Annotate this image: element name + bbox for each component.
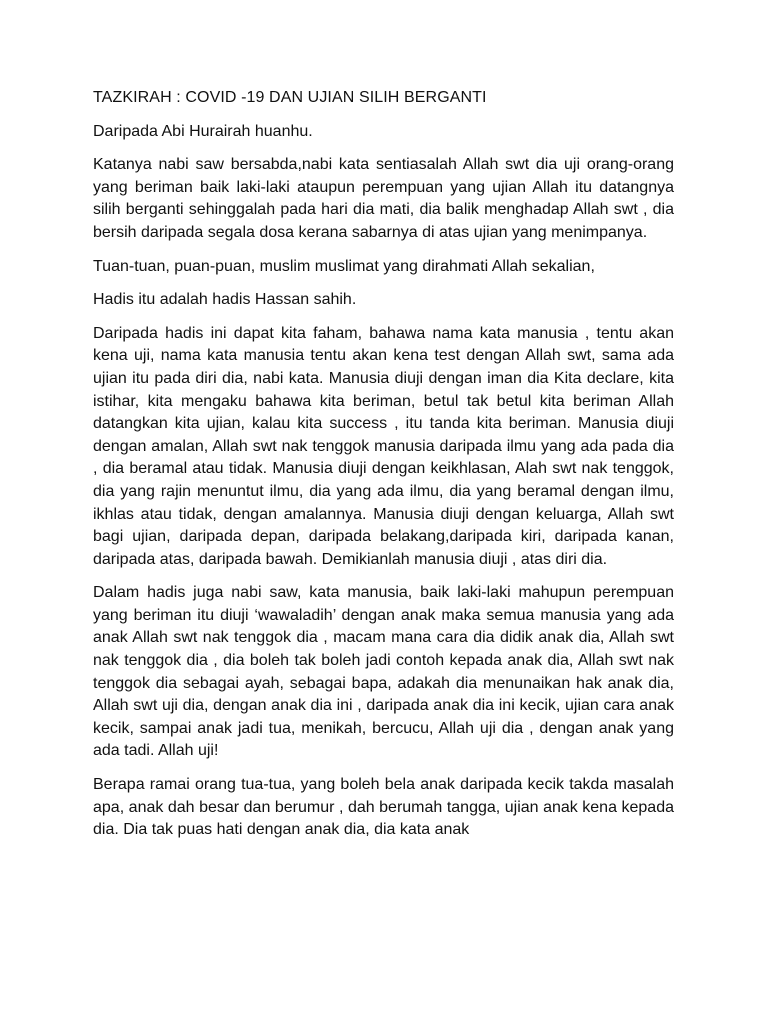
paragraph-elders: Berapa ramai orang tua-tua, yang boleh bela anak daripada kecik takda masalah apa, anak dah besar dan berumur , dah berumah tangga, ujian anak kena kepada dia. Dia tak puas hati dengan anak dia, dia kata anak — [93, 776, 674, 839]
paragraph-hadith: Katanya nabi saw bersabda,nabi kata sentiasalah Allah swt dia uji orang-orang yang beriman baik laki-laki ataupun perempuan yang ujian Allah itu datangnya silih berganti sehinggalah pada hari dia mati, dia balik menghadap Allah swt , dia bersih daripada segala dosa kerana sabarnya di atas ujian yang menimpanya. — [93, 156, 674, 241]
paragraph-explanation: Daripada hadis ini dapat kita faham, bahawa nama kata manusia , tentu akan kena uji, nama kata manusia tentu akan kena test dengan Allah swt, sama ada ujian itu pada diri dia, nabi kata. Manusia diuji dengan iman dia Kita declare, kita istihar, kita mengaku bahawa kita beriman, betul tak betul kita beriman Allah datangkan kita ujian, kalau kita success , itu tanda kita beriman. Manusia diuji dengan amalan, Allah swt nak tenggok manusia daripada ilmu yang ada pada dia , dia beramal atau tidak. Manusia diuji dengan keikhlasan, Alah swt nak tenggok, dia yang rajin menuntut ilmu, dia yang ada ilmu, dia yang beramal dengan ilmu, ikhlas atau tidak, dengan amalannya. Manusia diuji dengan keluarga, Allah swt bagi ujian, daripada depan, daripada belakang,daripada kiri, daripada kanan, daripada atas, daripada bawah. Demikianlah manusia diuji , atas diri dia. — [93, 324, 674, 568]
paragraph-greeting: Tuan-tuan, puan-puan, muslim muslimat yang dirahmati Allah sekalian, — [93, 257, 595, 275]
document-title: TAZKIRAH : COVID -19 DAN UJIAN SILIH BERGANTI — [93, 89, 487, 106]
paragraph-children-test: Dalam hadis juga nabi saw, kata manusia, baik laki-laki mahupun perempuan yang beriman itu diuji ‘wawaladih’ dengan anak maka semua manusia yang ada anak Allah swt nak tenggok dia , macam mana cara dia didik anak dia, Allah swt nak tenggok dia , dia boleh tak boleh jadi contoh kepada anak dia, Allah swt nak tenggok dia sebagai ayah, sebagai bapa, adakah dia menunaikan hak anak dia, Allah swt uji dia, dengan anak dia ini , daripada anak dia ini kecik, ujian cara anak kecik, sampai anak jadi tua, menikah, bercucu, Allah uji dia , dengan anak yang ada tadi. Allah uji! — [93, 584, 674, 760]
paragraph-narrator: Daripada Abi Hurairah huanhu. — [93, 122, 313, 140]
document-page — [93, 87, 674, 853]
paragraph-hadith-status: Hadis itu adalah hadis Hassan sahih. — [93, 291, 357, 309]
